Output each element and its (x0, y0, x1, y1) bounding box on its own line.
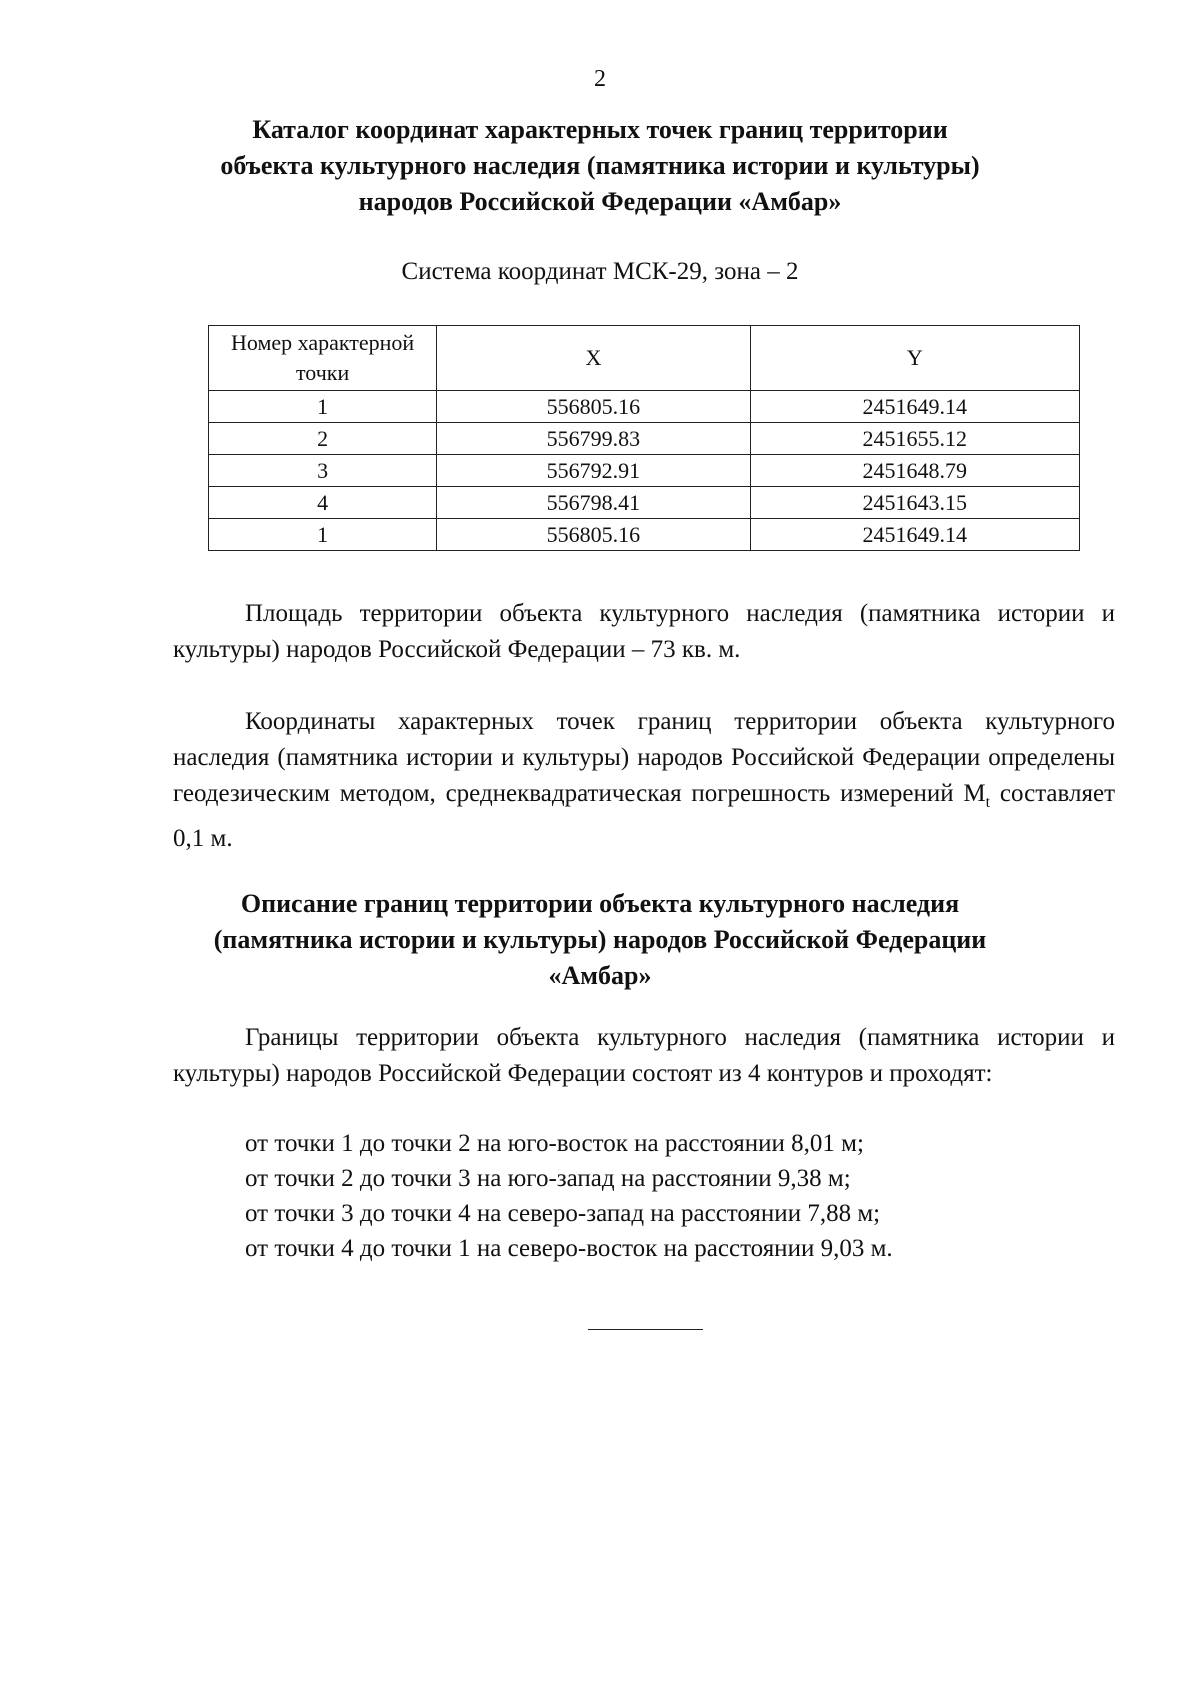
point-number-cell: 1 (209, 519, 437, 551)
column-header-x: X (437, 326, 750, 391)
point-number-cell: 1 (209, 391, 437, 423)
table-row (209, 391, 1080, 423)
catalog-title-line: народов Российской Федерации «Амбар» (358, 187, 842, 216)
area-paragraph: Площадь территории объекта культурного наследия (памятника истории и культуры) народов Российской Федерации – 73 кв. м. (173, 600, 1115, 663)
accuracy-subscript: t (985, 794, 991, 811)
column-header-point-number: Номер характерной точки (209, 326, 437, 391)
catalog-title-line: Каталог координат характерных точек границ территории (252, 115, 948, 144)
x-cell: 556792.91 (437, 455, 750, 487)
description-title-line: Описание границ территории объекта культурного наследия (240, 889, 960, 918)
x-cell: 556805.16 (437, 391, 750, 423)
point-number-cell: 4 (209, 487, 437, 519)
catalog-title (140, 112, 1060, 220)
y-cell: 2451648.79 (750, 455, 1079, 487)
list-item: от точки 1 до точки 2 на юго-восток на расстоянии 8,01 м; (245, 1130, 864, 1157)
table-row (209, 455, 1080, 487)
y-cell: 2451655.12 (750, 423, 1079, 455)
table-header-row (209, 326, 1080, 391)
x-cell: 556798.41 (437, 487, 750, 519)
page-number: 2 (594, 66, 606, 92)
description-title-line: (памятника истории и культуры) народов Российской Федерации (213, 925, 987, 954)
table-row (209, 519, 1080, 551)
accuracy-text: Координаты характерных точек границ территории объекта культурного наследия (памятника истории и культуры) народов Российской Федерации определены геодезическим методом, среднеквадратическая погрешность измерений M (173, 708, 1115, 807)
x-cell: 556799.83 (437, 423, 750, 455)
description-title-line: «Амбар» (548, 961, 652, 990)
y-cell: 2451649.14 (750, 519, 1079, 551)
boundary-segments-list (245, 1126, 1105, 1266)
point-number-cell: 2 (209, 423, 437, 455)
list-item: от точки 3 до точки 4 на северо-запад на расстоянии 7,88 м; (245, 1200, 881, 1227)
closing-separator-line (588, 1329, 703, 1330)
table-row (209, 487, 1080, 519)
catalog-title-line: объекта культурного наследия (памятника истории и культуры) (220, 151, 980, 180)
boundary-intro-paragraph: Границы территории объекта культурного наследия (памятника истории и культуры) народов Российской Федерации состоят из 4 контуров и проходят: (173, 1024, 1115, 1087)
point-number-cell: 3 (209, 455, 437, 487)
list-item: от точки 4 до точки 1 на северо-восток на расстоянии 9,03 м. (245, 1235, 893, 1262)
table-row (209, 423, 1080, 455)
coordinates-table (208, 325, 1080, 551)
accuracy-text-end: составляет 0,1 м. (173, 780, 1115, 852)
description-title (140, 886, 1060, 994)
y-cell: 2451649.14 (750, 391, 1079, 423)
y-cell: 2451643.15 (750, 487, 1079, 519)
coordinate-system-label: Система координат МСК-29, зона – 2 (401, 258, 799, 285)
column-header-y: Y (750, 326, 1079, 391)
accuracy-paragraph (173, 704, 1115, 857)
x-cell: 556805.16 (437, 519, 750, 551)
list-item: от точки 2 до точки 3 на юго-запад на расстоянии 9,38 м; (245, 1165, 851, 1192)
